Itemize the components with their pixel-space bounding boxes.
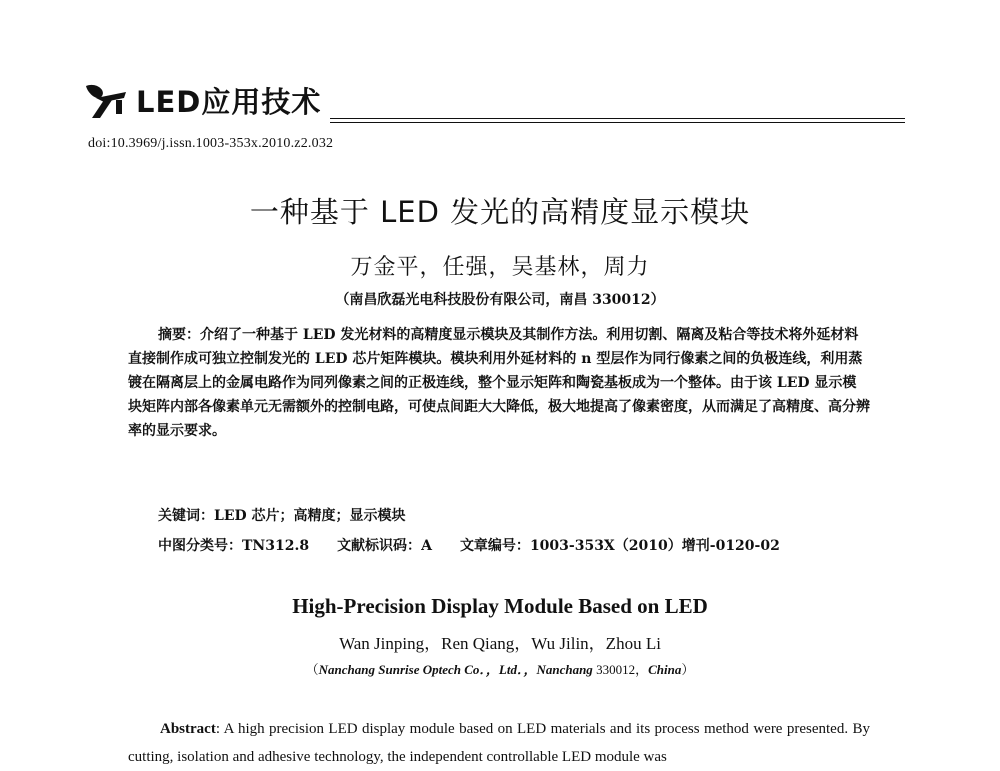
authors-zh: 万金平，任强，吴基林，周力 [350,255,650,280]
journal-name: LED应用技术 [136,85,322,119]
abstract-en-label: Abstract [160,721,216,737]
paper-title-en: High-Precision Display Module Based on LED [292,594,708,618]
affiliation-en-country: China [648,662,682,677]
doc-code-value: A [421,538,432,554]
article-no-value: 1003-353X（2010）增刊-0120-02 [529,538,780,554]
abstract-zh-text: 介绍了一种基于 LED 发光材料的高精度显示模块及其制作方法。利用切割、隔离及粘合等技术将外延材料直接制作成可独立控制发光的 LED 芯片矩阵模块。模块利用外延材料的 n 型层作为同行像素之间的负极连线，利用蒸镀在隔离层上的金属电路作为同列像素之间的正极连线，整个显示矩阵和陶瓷基板成为一个整体。由于该 LED 显示模块矩阵内部各像素单元无需额外的控制电路，可使点间距大大降低，极大地提高了像素密度，从而满足了高精度、高分辨率的显示要求。 [128,327,870,439]
affiliation-en-close: ） [681,662,695,677]
affiliation-en-postcode: 330012， [592,662,649,677]
abstract-zh [128,323,870,443]
header-rule [330,118,905,123]
abstract-en [128,715,870,771]
journal-logo-icon [82,80,132,120]
keywords-zh-text: LED 芯片；高精度；显示模块 [214,508,406,524]
clc-label: 中图分类号： [158,538,242,554]
doi: doi:10.3969/j.issn.1003-353x.2010.z2.032 [88,136,334,151]
abstract-zh-label: 摘要： [158,327,200,343]
article-no-label: 文章编号： [459,538,530,554]
affiliation-zh: （南昌欣磊光电科技股份有限公司，南昌 330012） [335,292,665,308]
clc-value: TN312.8 [242,538,310,554]
keywords-zh [158,505,406,525]
affiliation-en-org: Nanchang Sunrise Optech Co．，Ltd．，Nanchang [318,662,593,677]
classification-line [158,535,780,555]
doc-code-label: 文献标识码： [337,538,422,554]
affiliation-en-open: （ [305,662,319,677]
authors-en: Wan Jinping，Ren Qiang，Wu Jilin，Zhou Li [339,634,661,653]
abstract-en-text: : A high precision LED display module based on LED materials and its process method were presented. By cutting, isolation and adhesive technology, the independent controllable LED module was [128,721,870,765]
affiliation-en [0,659,1000,678]
keywords-zh-label: 关键词： [158,508,214,524]
paper-title-zh: 一种基于 LED 发光的高精度显示模块 [249,195,751,229]
